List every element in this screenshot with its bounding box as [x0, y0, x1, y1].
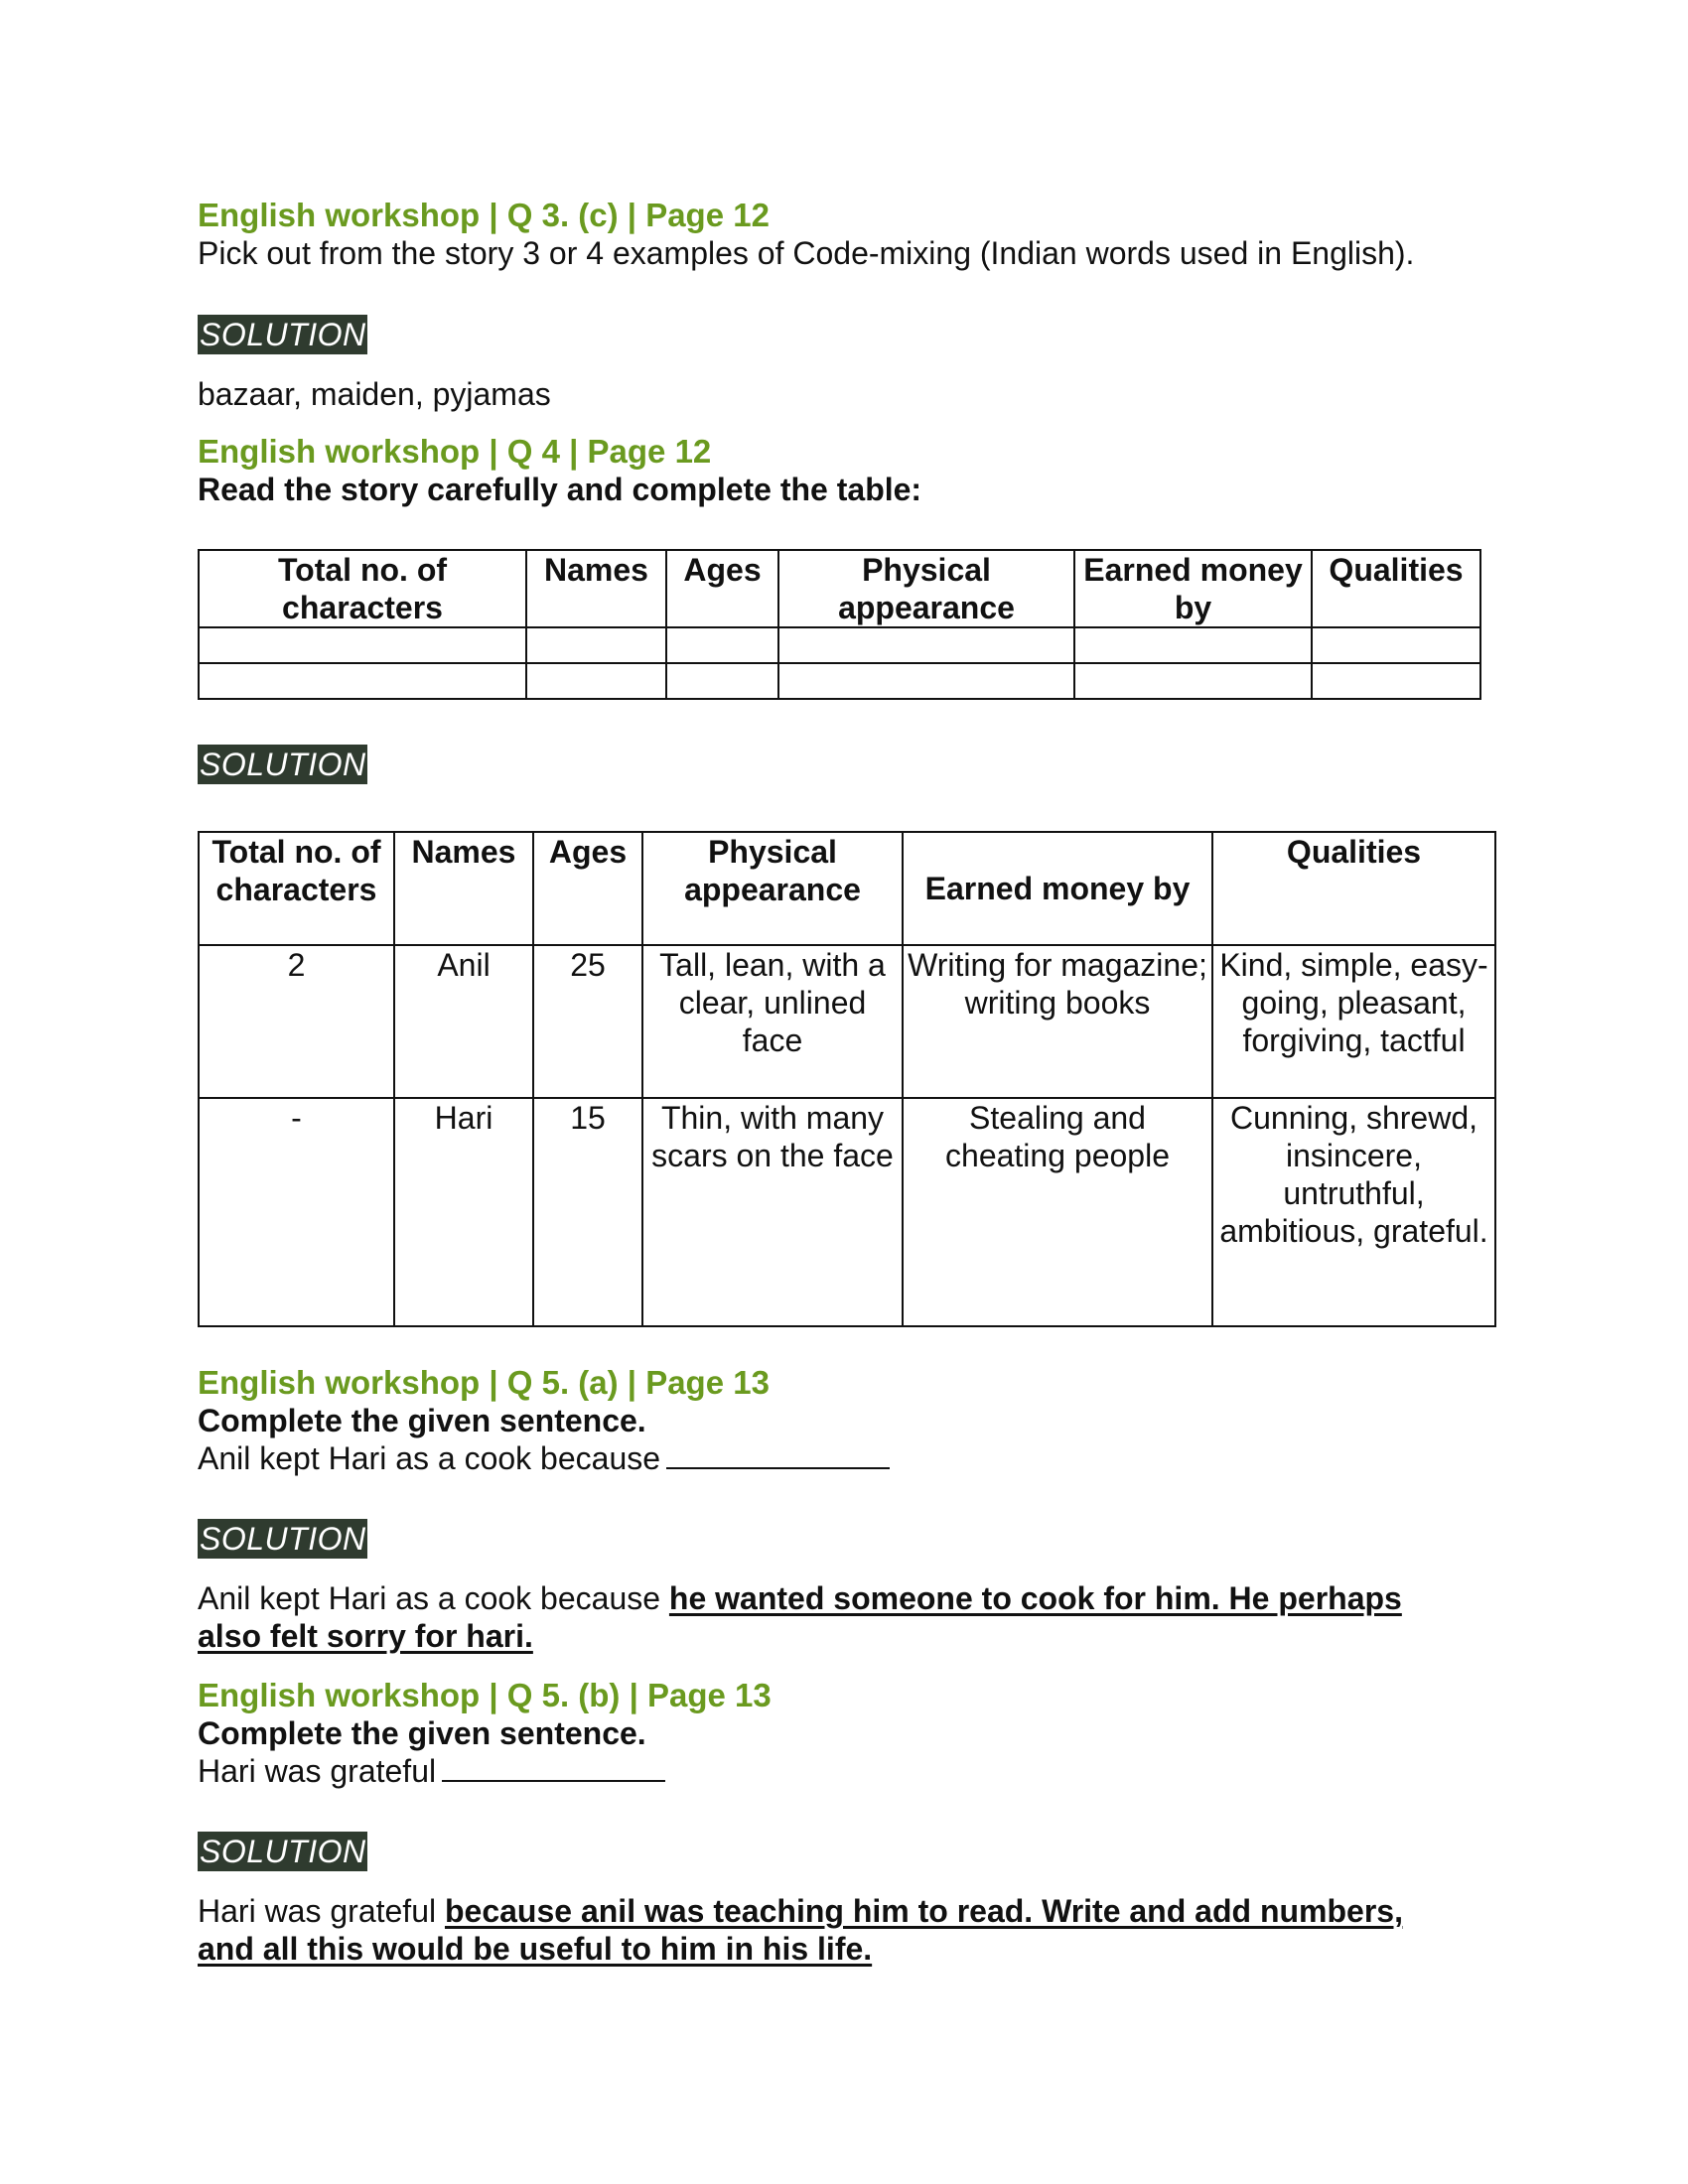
table-cell — [1074, 627, 1312, 663]
q5a-answer-text: he wanted someone to cook for him. He perhaps — [668, 1580, 1402, 1616]
q5b-instruction: Complete the given sentence. — [198, 1715, 646, 1751]
table-header-cell: Qualities — [1212, 832, 1495, 945]
table-header-cell: Physical appearance — [778, 550, 1074, 627]
table-row — [199, 627, 1480, 663]
table-header-row — [199, 832, 1495, 945]
table-cell: Tall, lean, with a clear, unlined face — [642, 945, 903, 1098]
q5a-solution-label: SOLUTION — [200, 1521, 366, 1557]
table-row — [199, 663, 1480, 699]
table-cell: Stealing and cheating people — [903, 1098, 1212, 1326]
table-cell: Anil — [394, 945, 533, 1098]
q4-blank-table — [198, 549, 1481, 700]
table-cell: 25 — [533, 945, 642, 1098]
q5a-answer-prefix: Anil kept Hari as a cook because — [198, 1580, 661, 1616]
table-cell — [1312, 663, 1480, 699]
q5a-answer-text-2: also felt sorry for hari. — [198, 1618, 533, 1654]
table-cell — [526, 627, 666, 663]
table-cell — [526, 663, 666, 699]
table-cell — [1312, 627, 1480, 663]
table-cell — [666, 663, 778, 699]
q4-solution-label: SOLUTION — [200, 747, 366, 782]
q5a-prompt: Anil kept Hari as a cook because — [198, 1440, 661, 1476]
table-row — [199, 945, 1495, 1098]
table-header-cell: Total no. of characters — [199, 550, 526, 627]
table-header-cell: Ages — [533, 832, 642, 945]
q5b-answer-prefix: Hari was grateful — [198, 1893, 437, 1929]
table-cell: Writing for magazine; writing books — [903, 945, 1212, 1098]
q5a-prompt-line — [198, 1439, 890, 1477]
table-cell — [1074, 663, 1312, 699]
table-header-cell: Total no. of characters — [199, 832, 394, 945]
q5b-answer-text-2: and all this would be useful to him in his life. — [198, 1931, 873, 1967]
q5a-answer-line2-row — [198, 1617, 533, 1655]
q3c-solution-label: SOLUTION — [200, 317, 366, 352]
table-header-cell: Names — [394, 832, 533, 945]
table-header-cell: Qualities — [1312, 550, 1480, 627]
table-header-cell: Earned money by — [1074, 550, 1312, 627]
table-header-cell: Earned money by — [903, 832, 1212, 945]
q5b-heading: English workshop | Q 5. (b) | Page 13 — [198, 1677, 772, 1713]
q5a-instruction: Complete the given sentence. — [198, 1403, 646, 1438]
q5b-answer-text: because anil was teaching him to read. Write and add numbers, — [444, 1893, 1403, 1929]
q3c-answer: bazaar, maiden, pyjamas — [198, 376, 551, 412]
q4-solution-table — [198, 831, 1496, 1327]
q3c-question: Pick out from the story 3 or 4 examples of Code-mixing (Indian words used in English). — [198, 235, 1415, 271]
table-cell: Hari — [394, 1098, 533, 1326]
table-cell — [199, 663, 526, 699]
q5a-answer-line1 — [198, 1579, 1402, 1617]
q5b-answer-line2-row — [198, 1930, 872, 1968]
q5b-answer-line1 — [198, 1892, 1403, 1930]
table-cell: 15 — [533, 1098, 642, 1326]
table-cell: Kind, simple, easy-going, pleasant, forgiving, tactful — [1212, 945, 1495, 1098]
q4-heading: English workshop | Q 4 | Page 12 — [198, 433, 712, 470]
q5b-blank-line — [442, 1752, 665, 1782]
q5a-heading: English workshop | Q 5. (a) | Page 13 — [198, 1364, 770, 1401]
table-cell — [778, 663, 1074, 699]
q5b-prompt-line — [198, 1752, 665, 1790]
table-cell: Thin, with many scars on the face — [642, 1098, 903, 1326]
table-cell — [199, 627, 526, 663]
table-row — [199, 1098, 1495, 1326]
table-header-cell: Names — [526, 550, 666, 627]
table-cell: 2 — [199, 945, 394, 1098]
q5b-solution-label: SOLUTION — [200, 1834, 366, 1869]
table-cell — [666, 627, 778, 663]
q5a-blank-line — [666, 1439, 890, 1469]
table-header-cell: Ages — [666, 550, 778, 627]
q4-question: Read the story carefully and complete the table: — [198, 472, 922, 507]
table-header-row — [199, 550, 1480, 627]
table-cell: Cunning, shrewd, insincere, untruthful, ambitious, grateful. — [1212, 1098, 1495, 1326]
q3c-heading: English workshop | Q 3. (c) | Page 12 — [198, 197, 770, 233]
table-cell: - — [199, 1098, 394, 1326]
q5b-prompt: Hari was grateful — [198, 1753, 437, 1789]
table-header-cell: Physical appearance — [642, 832, 903, 945]
table-cell — [778, 627, 1074, 663]
